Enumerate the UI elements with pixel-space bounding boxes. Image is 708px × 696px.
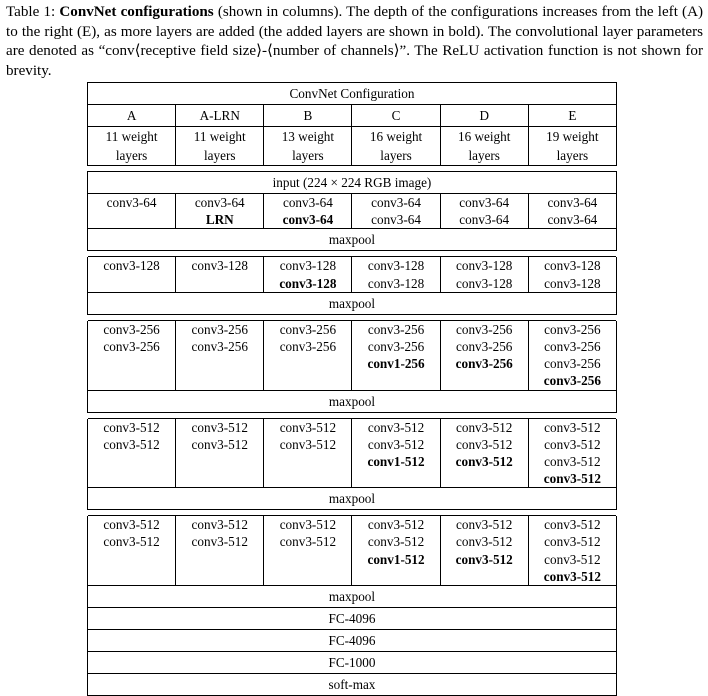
conv-cell bbox=[264, 257, 352, 292]
conv-layer-empty bbox=[176, 275, 263, 292]
conv-layer: conv3-128 bbox=[456, 275, 513, 291]
conv-layer: conv3-512 bbox=[544, 534, 601, 550]
conv-layer: conv3-512 bbox=[103, 517, 160, 533]
conv-cell bbox=[88, 321, 176, 390]
conv-layer-list bbox=[88, 419, 175, 488]
conv-layer: conv3-512 bbox=[456, 517, 513, 533]
conv-layer: conv3-64 bbox=[459, 212, 510, 228]
conv-layer-list bbox=[529, 321, 616, 390]
conv-cell bbox=[176, 257, 264, 292]
conv-layer-empty bbox=[88, 372, 175, 389]
column-depth-e: 19 weight layers bbox=[528, 127, 616, 166]
conv-layer: conv3-128 bbox=[544, 275, 601, 291]
conv-layer: conv3-256 bbox=[279, 321, 337, 337]
conv-layer-list bbox=[529, 194, 616, 228]
conv-layer-list bbox=[441, 257, 528, 291]
conv-layer-list bbox=[529, 419, 616, 488]
conv-layer-list bbox=[352, 194, 439, 228]
conv-layer-empty bbox=[88, 211, 175, 228]
conv-layer-empty bbox=[176, 470, 263, 487]
conv-layer-list bbox=[352, 419, 439, 488]
conv-layer-list bbox=[441, 194, 528, 228]
column-depth-a: 11 weight layers bbox=[88, 127, 176, 166]
conv-layer: conv3-64 bbox=[194, 195, 245, 210]
conv-layer: conv3-512 bbox=[279, 517, 337, 533]
conv-layer-empty bbox=[176, 453, 263, 470]
conv-cell bbox=[440, 419, 528, 488]
conv-layer: conv3-128 bbox=[279, 258, 337, 274]
conv-cell bbox=[88, 194, 176, 229]
conv-layer: conv1-256 bbox=[367, 356, 425, 372]
caption-label: Table 1: bbox=[6, 4, 56, 20]
conv-layer-empty bbox=[264, 470, 351, 487]
conv-layer-empty bbox=[352, 568, 439, 585]
conv-layer-empty bbox=[264, 551, 351, 568]
conv-cell bbox=[264, 194, 352, 229]
conv-layer-empty bbox=[88, 568, 175, 585]
conv-layer-empty bbox=[88, 470, 175, 487]
conv-cell bbox=[352, 194, 440, 229]
conv-layer: conv3-512 bbox=[279, 534, 337, 550]
table bbox=[87, 82, 617, 696]
table-body bbox=[88, 83, 617, 696]
conv-layer: conv3-512 bbox=[544, 436, 601, 452]
conv-layer: LRN bbox=[205, 212, 234, 228]
conv-layer-list bbox=[441, 321, 528, 390]
conv-cell bbox=[88, 257, 176, 292]
footer-row bbox=[88, 608, 617, 630]
conv-cell bbox=[264, 321, 352, 390]
conv-layer: conv3-512 bbox=[191, 534, 248, 550]
table-header-title-row bbox=[88, 83, 617, 105]
maxpool-row bbox=[88, 292, 617, 314]
table-column-depth-row bbox=[88, 127, 617, 166]
conv-layer: conv3-512 bbox=[103, 419, 160, 435]
conv-layer-list bbox=[264, 419, 351, 488]
column-header-c: C bbox=[352, 105, 440, 127]
table-title-cell: ConvNet Configuration bbox=[88, 83, 617, 105]
conv-layer: conv3-512 bbox=[455, 551, 513, 567]
conv-layer: conv1-512 bbox=[367, 453, 425, 469]
conv-layer-empty bbox=[264, 453, 351, 470]
conv-layer: conv3-512 bbox=[543, 471, 601, 487]
maxpool-cell: maxpool bbox=[88, 292, 617, 314]
conv-cell bbox=[176, 321, 264, 390]
conv-layer-empty bbox=[441, 372, 528, 389]
conv-cell bbox=[440, 194, 528, 229]
conv-layer: conv3-512 bbox=[191, 517, 248, 533]
conv-cell bbox=[528, 257, 616, 292]
conv-layer-empty bbox=[176, 551, 263, 568]
conv-layer-list bbox=[529, 257, 616, 291]
conv-layer: conv3-512 bbox=[544, 453, 601, 469]
conv-layer-list bbox=[352, 257, 439, 291]
conv-layer: conv3-512 bbox=[279, 436, 337, 452]
conv-layer-empty bbox=[352, 470, 439, 487]
conv-layer-empty bbox=[441, 470, 528, 487]
conv-cell bbox=[440, 321, 528, 390]
column-header-d: D bbox=[440, 105, 528, 127]
conv-layer-list bbox=[176, 516, 263, 585]
column-depth-b: 13 weight layers bbox=[264, 127, 352, 166]
conv-layer-list bbox=[176, 257, 263, 291]
conv-layer: conv3-64 bbox=[282, 195, 333, 210]
conv-layer: conv3-256 bbox=[103, 321, 160, 337]
conv-cell bbox=[528, 194, 616, 229]
conv-layer-empty bbox=[264, 568, 351, 585]
footer-row bbox=[88, 630, 617, 652]
conv-block-row bbox=[88, 194, 617, 229]
footer-cell: FC-4096 bbox=[88, 630, 617, 652]
maxpool-cell: maxpool bbox=[88, 390, 617, 412]
conv-layer-empty bbox=[88, 355, 175, 372]
conv-layer: conv3-64 bbox=[282, 212, 334, 228]
maxpool-cell: maxpool bbox=[88, 586, 617, 608]
conv-cell bbox=[176, 194, 264, 229]
conv-layer-list bbox=[176, 419, 263, 488]
conv-layer-empty bbox=[176, 568, 263, 585]
conv-cell bbox=[440, 257, 528, 292]
maxpool-cell: maxpool bbox=[88, 488, 617, 510]
conv-block-row bbox=[88, 257, 617, 292]
conv-cell bbox=[440, 516, 528, 585]
maxpool-row bbox=[88, 586, 617, 608]
conv-layer: conv3-64 bbox=[547, 212, 598, 228]
conv-layer-list bbox=[88, 194, 175, 228]
conv-layer-list bbox=[264, 321, 351, 390]
conv-layer: conv3-512 bbox=[456, 436, 513, 452]
conv-layer: conv3-256 bbox=[279, 338, 337, 354]
table-caption bbox=[6, 3, 703, 81]
conv-layer: conv3-256 bbox=[544, 321, 601, 337]
conv-layer: conv3-512 bbox=[367, 517, 425, 533]
conv-layer: conv3-128 bbox=[456, 258, 513, 274]
conv-layer: conv3-256 bbox=[103, 338, 160, 354]
conv-cell bbox=[528, 419, 616, 488]
column-depth-c: 16 weight layers bbox=[352, 127, 440, 166]
caption-title: ConvNet configurations bbox=[59, 4, 214, 20]
conv-layer-list bbox=[441, 419, 528, 488]
column-depth-d: 16 weight layers bbox=[440, 127, 528, 166]
conv-cell bbox=[352, 321, 440, 390]
footer-row bbox=[88, 652, 617, 674]
conv-layer: conv3-64 bbox=[106, 195, 157, 210]
conv-layer-empty bbox=[352, 372, 439, 389]
footer-cell: FC-1000 bbox=[88, 652, 617, 674]
conv-layer-list bbox=[88, 321, 175, 390]
conv-layer: conv3-512 bbox=[279, 419, 337, 435]
conv-layer: conv3-64 bbox=[371, 212, 421, 228]
conv-layer-empty bbox=[88, 551, 175, 568]
conv-layer: conv3-256 bbox=[543, 373, 601, 389]
conv-layer: conv3-512 bbox=[543, 568, 601, 584]
column-header-a: A bbox=[88, 105, 176, 127]
maxpool-row bbox=[88, 229, 617, 251]
footer-cell: soft-max bbox=[88, 674, 617, 696]
input-cell: input (224 × 224 RGB image) bbox=[88, 172, 617, 194]
column-depth-a-lrn: 11 weight layers bbox=[176, 127, 264, 166]
conv-layer: conv3-256 bbox=[544, 356, 601, 372]
conv-layer: conv3-512 bbox=[456, 419, 513, 435]
conv-layer: conv3-256 bbox=[455, 356, 513, 372]
conv-layer-list bbox=[176, 194, 263, 228]
conv-cell bbox=[352, 516, 440, 585]
conv-block-row bbox=[88, 516, 617, 585]
conv-layer: conv3-512 bbox=[191, 436, 248, 452]
conv-layer: conv3-512 bbox=[544, 551, 601, 567]
conv-block-row bbox=[88, 419, 617, 488]
conv-layer: conv3-512 bbox=[544, 517, 601, 533]
conv-cell bbox=[176, 516, 264, 585]
table-column-names-row bbox=[88, 105, 617, 127]
conv-cell bbox=[88, 419, 176, 488]
column-header-e: E bbox=[528, 105, 616, 127]
conv-layer-empty bbox=[441, 568, 528, 585]
conv-layer-list bbox=[529, 516, 616, 585]
conv-layer-empty bbox=[176, 355, 263, 372]
conv-layer-list bbox=[352, 321, 439, 390]
conv-cell bbox=[264, 516, 352, 585]
conv-layer: conv3-64 bbox=[547, 195, 598, 210]
conv-layer: conv3-256 bbox=[544, 338, 601, 354]
conv-layer: conv3-512 bbox=[456, 534, 513, 550]
conv-layer-list bbox=[441, 516, 528, 585]
conv-layer: conv3-256 bbox=[191, 321, 248, 337]
conv-layer: conv3-512 bbox=[367, 419, 425, 435]
conv-layer-list bbox=[352, 516, 439, 585]
conv-layer-empty bbox=[264, 372, 351, 389]
conv-layer: conv3-128 bbox=[367, 275, 425, 291]
maxpool-cell: maxpool bbox=[88, 229, 617, 251]
caption-body: (shown in columns). The depth of the configurations increases from the left (A) to the right (E), as more layers are added (the added layers are shown in bold). The convolutional layer parameters are denoted as “conv⟨receptive field size⟩-⟨number of channels⟩”. The ReLU activation function is not shown for brevity. bbox=[6, 4, 703, 79]
conv-layer-list bbox=[176, 321, 263, 390]
conv-layer: conv3-128 bbox=[279, 275, 337, 291]
conv-layer: conv3-64 bbox=[459, 195, 510, 210]
table-input-row bbox=[88, 172, 617, 194]
conv-layer: conv1-512 bbox=[367, 551, 425, 567]
maxpool-row bbox=[88, 390, 617, 412]
conv-layer-empty bbox=[88, 275, 175, 292]
conv-layer: conv3-512 bbox=[103, 534, 160, 550]
conv-layer-list bbox=[264, 257, 351, 291]
conv-layer-list bbox=[88, 516, 175, 585]
conv-cell bbox=[352, 419, 440, 488]
conv-layer-empty bbox=[176, 372, 263, 389]
conv-cell bbox=[264, 419, 352, 488]
footer-cell: FC-4096 bbox=[88, 608, 617, 630]
conv-cell bbox=[528, 516, 616, 585]
conv-layer: conv3-512 bbox=[455, 453, 513, 469]
conv-cell bbox=[176, 419, 264, 488]
convnet-configuration-table bbox=[87, 82, 616, 696]
conv-layer: conv3-256 bbox=[367, 321, 425, 337]
conv-layer-list bbox=[264, 516, 351, 585]
column-header-a-lrn: A-LRN bbox=[176, 105, 264, 127]
conv-layer: conv3-512 bbox=[191, 419, 248, 435]
conv-layer-empty bbox=[264, 355, 351, 372]
conv-block-row bbox=[88, 321, 617, 390]
footer-row bbox=[88, 674, 617, 696]
conv-layer: conv3-128 bbox=[191, 258, 248, 274]
conv-cell bbox=[88, 516, 176, 585]
conv-layer: conv3-256 bbox=[456, 321, 513, 337]
column-header-b: B bbox=[264, 105, 352, 127]
conv-layer: conv3-64 bbox=[371, 195, 421, 210]
conv-layer: conv3-512 bbox=[367, 436, 425, 452]
conv-layer: conv3-128 bbox=[367, 258, 425, 274]
conv-layer: conv3-256 bbox=[191, 338, 248, 354]
conv-layer: conv3-256 bbox=[456, 338, 513, 354]
conv-layer: conv3-512 bbox=[544, 419, 601, 435]
conv-layer-list bbox=[88, 257, 175, 291]
conv-layer: conv3-512 bbox=[103, 436, 160, 452]
maxpool-row bbox=[88, 488, 617, 510]
conv-layer: conv3-512 bbox=[367, 534, 425, 550]
conv-layer: conv3-128 bbox=[103, 258, 160, 274]
conv-cell bbox=[528, 321, 616, 390]
conv-layer: conv3-128 bbox=[544, 258, 601, 274]
conv-cell bbox=[352, 257, 440, 292]
conv-layer: conv3-256 bbox=[367, 338, 425, 354]
conv-layer-empty bbox=[88, 453, 175, 470]
conv-layer-list bbox=[264, 194, 351, 228]
